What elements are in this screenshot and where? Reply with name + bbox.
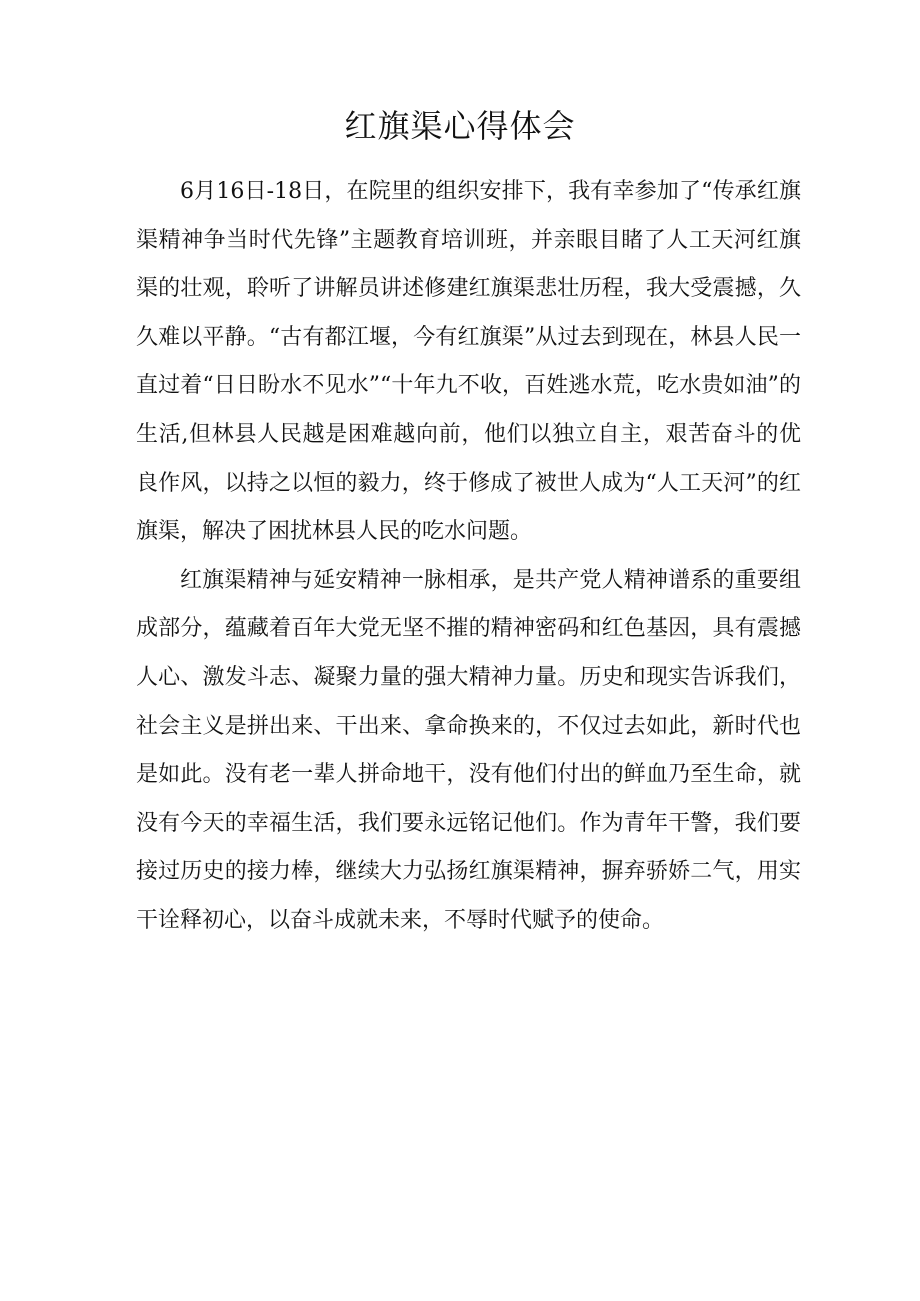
document-body: [136, 168, 801, 946]
document-title: 红旗渠心得体会: [344, 107, 576, 145]
paragraph-1: 6月16日-18日，在院里的组织安排下，我有幸参加了“传承红旗渠精神争当时代先锋”主题教育培训班，并亲眼目睹了人工天河红旗渠的壮观，聆听了讲解员讲述修建红旗渠悲壮历程，我大受震撼，久久难以平静。“古有都江堰，今有红旗渠”从过去到现在，林县人民一直过着“日日盼水不见水”“十年九不收，百姓逃水荒，吃水贵如油”的生活,但林县人民越是困难越向前，他们以独立自主，艰苦奋斗的优良作风，以持之以恒的毅力，终于修成了被世人成为“人工天河”的红旗渠，解决了困扰林县人民的吃水问题。: [136, 179, 801, 545]
paragraph-2: 红旗渠精神与延安精神一脉相承，是共产党人精神谱系的重要组成部分，蕴藏着百年大党无坚不摧的精神密码和红色基因，具有震撼人心、激发斗志、凝聚力量的强大精神力量。历史和现实告诉我们，社会主义是拼出来、干出来、拿命换来的，不仅过去如此，新时代也是如此。没有老一辈人拼命地干，没有他们付出的鲜血乃至生命，就没有今天的幸福生活，我们要永远铭记他们。作为青年干警，我们要接过历史的接力棒，继续大力弘扬红旗渠精神，摒弃骄娇二气，用实干诠释初心，以奋斗成就未来，不辱时代赋予的使命。: [136, 567, 801, 933]
